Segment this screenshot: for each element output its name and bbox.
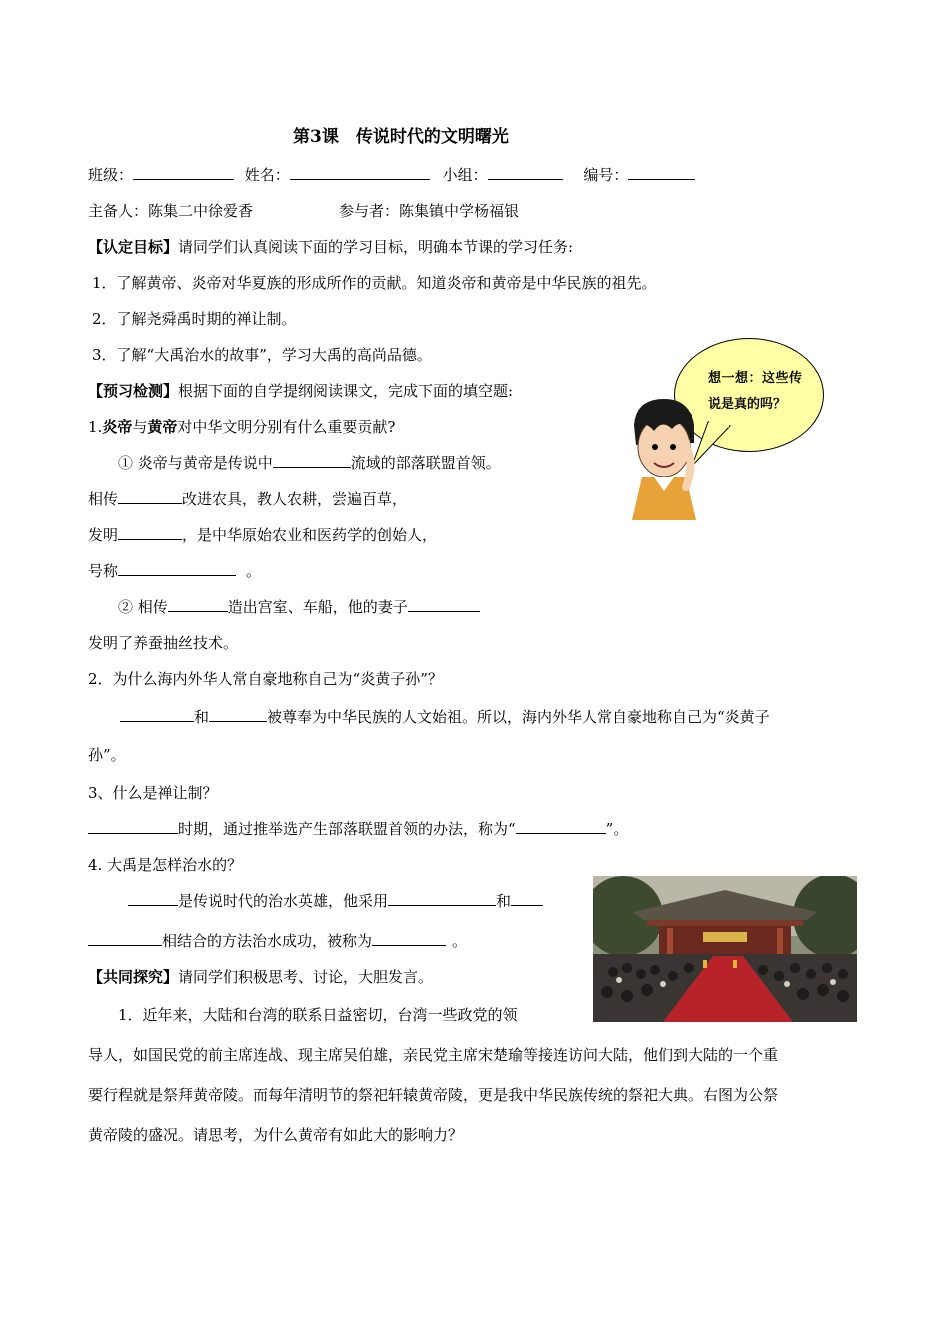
cartoon-boy-icon xyxy=(624,395,706,520)
q1a-blank[interactable] xyxy=(273,452,351,468)
q1d-blank[interactable] xyxy=(118,560,236,576)
q1a-line xyxy=(118,452,501,474)
q1-huangdi: 黄帝 xyxy=(147,418,178,436)
bubble-text: 想一想：这些传说是真的吗？ xyxy=(708,371,802,412)
q4a-mid: 是传说时代的治水英雄，他采用 xyxy=(178,892,389,910)
explore-p2: 导人，如国民党的前主席连战、现主席吴伯雄，亲民党主席宋楚瑜等接连访问大陆，他们到大陆的一个重 xyxy=(88,1046,779,1064)
q4a-line xyxy=(128,890,543,912)
q1d-pre: 号称 xyxy=(88,562,119,580)
q1c-post: ，是中华原始农业和医药学的创始人， xyxy=(182,526,438,544)
q1c-line xyxy=(88,524,437,546)
explore-intro-line xyxy=(88,966,433,988)
q2b-line: 孙”。 xyxy=(88,746,126,764)
q1b-post: 改进农具，教人农耕，尝遍百草， xyxy=(182,490,408,508)
q4b-blank-2[interactable] xyxy=(372,930,446,946)
explore-intro: 请同学们积极思考、讨论，大胆发言。 xyxy=(178,968,434,986)
q4a-blank-2[interactable] xyxy=(388,890,496,906)
q4a-blank-3[interactable] xyxy=(511,890,543,906)
preview-intro: 根据下面的自学提纲阅读课文，完成下面的填空题: xyxy=(178,382,514,400)
q2a-blank-2[interactable] xyxy=(209,706,267,722)
explore-p1: 1．近年来，大陆和台湾的联系日益密切，台湾一些政党的领 xyxy=(118,1006,518,1024)
number-blank[interactable] xyxy=(628,164,695,180)
q1a-pre: ① 炎帝与黄帝是传说中 xyxy=(118,454,273,472)
explore-p4: 黄帝陵的盛况。请思考，为什么黄帝有如此大的影响力？ xyxy=(88,1126,464,1144)
goals-intro: 请同学们认真阅读下面的学习目标，明确本节课的学习任务: xyxy=(178,238,574,256)
info-row xyxy=(88,164,695,186)
goal-item-2: 2．了解尧舜禹时期的禅让制。 xyxy=(92,310,297,328)
q4b-line xyxy=(88,930,467,952)
q2a-line xyxy=(120,706,770,728)
q1d-post: 。 xyxy=(246,562,262,580)
name-label: 姓名： xyxy=(244,166,290,184)
q1-number: 1. xyxy=(88,418,103,436)
preview-heading: 【预习检测】 xyxy=(88,382,179,400)
q1f-line: 发明了养蚕抽丝技术。 xyxy=(88,634,239,652)
q4a-blank-1[interactable] xyxy=(128,890,178,906)
q3a-mid: 时期，通过推举选产生部落联盟首领的办法，称为“ xyxy=(178,820,516,838)
q3a-blank-1[interactable] xyxy=(88,818,178,834)
question-3: 3、什么是禅让制？ xyxy=(88,784,218,802)
name-blank[interactable] xyxy=(290,164,430,180)
q1c-blank[interactable] xyxy=(118,524,182,540)
q1e-pre: ② 相传 xyxy=(118,598,168,616)
goal-item-3: 3．了解“大禹治水的故事”，学习大禹的高尚品德。 xyxy=(92,346,432,364)
q1e-mid: 造出宫室、车船，他的妻子 xyxy=(227,598,408,616)
class-label: 班级： xyxy=(88,166,134,184)
q1b-pre: 相传 xyxy=(88,490,119,508)
question-1 xyxy=(88,416,395,438)
explore-heading: 【共同探究】 xyxy=(88,968,179,986)
q4b-mid: 相结合的方法治水成功，被称为 xyxy=(162,932,373,950)
q3a-post: ”。 xyxy=(605,820,629,838)
q4b-post: 。 xyxy=(452,932,468,950)
q1-and: 与 xyxy=(132,418,148,436)
q1b-line xyxy=(88,488,407,510)
question-2: 2．为什么海内外华人常自豪地称自己为“炎黄子孙”？ xyxy=(88,670,443,688)
group-blank[interactable] xyxy=(488,164,563,180)
preparer: 主备人：陈集二中徐爱香 xyxy=(88,202,254,220)
q4a-and: 和 xyxy=(496,892,512,910)
q3a-line xyxy=(88,818,628,840)
explore-p3: 要行程就是祭拜黄帝陵。而每年清明节的祭祀轩辕黄帝陵，更是我中华民族传统的祭祀大典。右图为公祭 xyxy=(88,1086,779,1104)
q1c-pre: 发明 xyxy=(88,526,119,544)
q2a-blank-1[interactable] xyxy=(120,706,194,722)
q1-yandi: 炎帝 xyxy=(102,418,133,436)
goals-heading: 【认定目标】 xyxy=(88,238,179,256)
q2a-mid: 和 xyxy=(194,708,210,726)
class-blank[interactable] xyxy=(133,164,234,180)
participant: 参与者：陈集镇中学杨福银 xyxy=(339,202,520,220)
q1b-blank[interactable] xyxy=(118,488,182,504)
q1e-line xyxy=(118,596,480,618)
goal-item-1: 1．了解黄帝、炎帝对华夏族的形成所作的贡献。知道炎帝和黄帝是中华民族的祖先。 xyxy=(92,274,657,292)
preview-intro-line xyxy=(88,380,513,402)
group-label: 小组： xyxy=(442,166,488,184)
q3a-blank-2[interactable] xyxy=(516,818,606,834)
q1e-blank-2[interactable] xyxy=(408,596,480,612)
number-label: 编号： xyxy=(583,166,629,184)
page-title: 第3课 传说时代的文明曙光 xyxy=(293,127,509,147)
q2a-post: 被尊奉为中华民族的人文始祖。所以，海内外华人常自豪地称自己为“炎黄子 xyxy=(267,708,770,726)
q1d-line xyxy=(88,560,261,582)
q1-rest: 对中华文明分别有什么重要贡献? xyxy=(177,418,396,436)
goals-intro-line xyxy=(88,236,573,258)
q1a-post: 流域的部落联盟首领。 xyxy=(350,454,501,472)
question-4: 4. 大禹是怎样治水的？ xyxy=(88,856,243,874)
q4b-blank-1[interactable] xyxy=(88,930,162,946)
yellow-emperor-ceremony-photo xyxy=(593,876,857,1022)
q1e-blank-1[interactable] xyxy=(168,596,228,612)
